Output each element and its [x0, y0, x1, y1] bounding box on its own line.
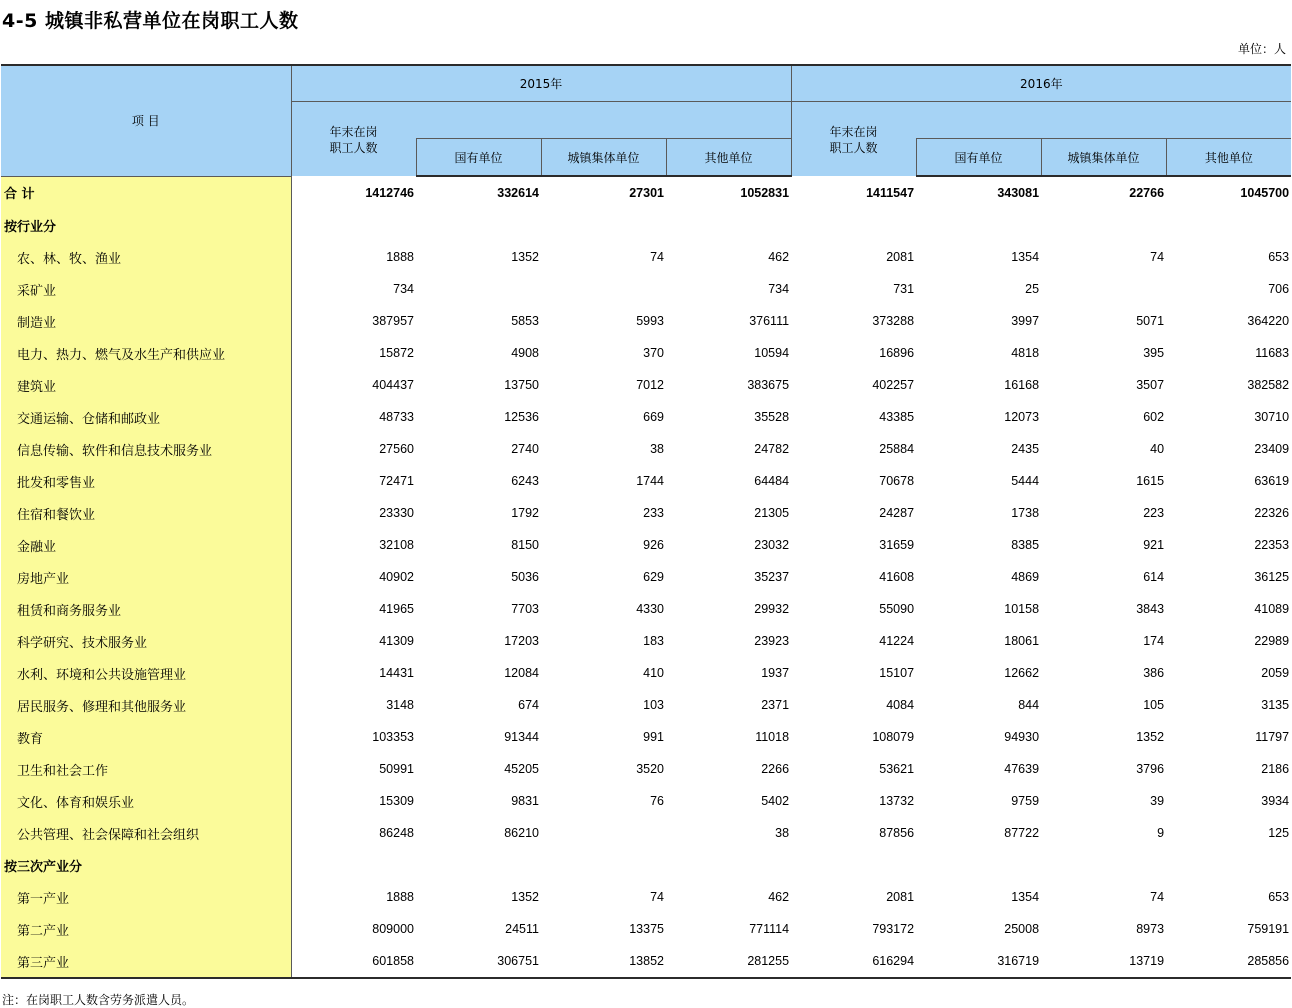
table-row: [1, 337, 1291, 369]
cell-value: 103353: [372, 730, 414, 744]
header-total-line2: 职工人数: [829, 141, 878, 155]
cell-value: 4908: [511, 346, 539, 360]
cell-value: 404437: [372, 378, 414, 392]
cell-value: [1166, 209, 1291, 241]
cell-value: 10594: [754, 346, 790, 360]
cell-value: 731: [893, 282, 915, 296]
table-row: [1, 593, 1291, 625]
cell-value: 41608: [879, 570, 915, 584]
cell-value: 64484: [754, 474, 790, 488]
cell-value: 402257: [872, 378, 915, 392]
cell-value: 759191: [1247, 922, 1290, 936]
cell-value: 30710: [1254, 410, 1290, 424]
cell-value: 45205: [504, 762, 539, 776]
row-label: 信息传输、软件和信息技术服务业: [1, 433, 291, 465]
cell-value: 22766: [1129, 186, 1165, 200]
cell-value: 76: [650, 794, 664, 808]
cell-value: [541, 817, 666, 849]
cell-value: 40902: [379, 570, 414, 584]
header-year-2016: 2016年: [791, 65, 1291, 102]
cell-value: 306751: [416, 945, 541, 978]
header-spacer-2015: [416, 102, 791, 139]
cell-value: 12536: [504, 410, 539, 424]
table-row: [1, 625, 1291, 657]
cell-value: 5036: [511, 570, 539, 584]
cell-value: 24511: [505, 922, 539, 936]
row-label: 居民服务、修理和其他服务业: [1, 689, 291, 721]
cell-value: 125: [1268, 826, 1290, 840]
cell-value: 74: [1150, 890, 1165, 904]
cell-value: 669: [643, 410, 664, 424]
cell-value: 103: [643, 698, 664, 712]
row-label: 交通运输、仓储和邮政业: [1, 401, 291, 433]
cell-value: [666, 849, 791, 881]
cell-value: 15107: [879, 666, 915, 680]
cell-value: 39: [1150, 794, 1165, 808]
cell-value: 63619: [1254, 474, 1290, 488]
cell-value: 21305: [754, 506, 790, 520]
cell-value: 23923: [754, 634, 790, 648]
cell-value: 74: [650, 890, 664, 904]
cell-value: 72471: [379, 474, 414, 488]
cell-value: 13719: [1041, 945, 1166, 978]
header-other-2015: 其他单位: [666, 139, 791, 177]
row-label: 教育: [1, 721, 291, 753]
cell-value: 4330: [636, 602, 664, 616]
cell-value: 3843: [1136, 602, 1165, 616]
cell-value: 462: [768, 250, 790, 264]
cell-value: 316719: [916, 945, 1041, 978]
cell-value: 50991: [379, 762, 414, 776]
cell-value: 1888: [386, 250, 414, 264]
cell-value: 11018: [755, 730, 790, 744]
cell-value: 5993: [636, 314, 664, 328]
table-row: [1, 561, 1291, 593]
cell-value: 462: [768, 890, 790, 904]
row-label: 合 计: [1, 176, 291, 209]
cell-value: 926: [643, 538, 664, 552]
cell-value: 3796: [1136, 762, 1165, 776]
header-total-line2: 职工人数: [329, 141, 378, 155]
table-row: [1, 849, 1291, 881]
table-row: [1, 753, 1291, 785]
cell-value: 35237: [754, 570, 790, 584]
cell-value: 5402: [761, 794, 790, 808]
cell-value: 734: [768, 282, 790, 296]
cell-value: 653: [1268, 250, 1290, 264]
cell-value: 27301: [629, 186, 664, 200]
cell-value: 5444: [1011, 474, 1040, 488]
cell-value: 1354: [1011, 890, 1040, 904]
cell-value: 9831: [511, 794, 539, 808]
cell-value: 706: [1268, 282, 1290, 296]
table-row: [1, 529, 1291, 561]
cell-value: 55090: [879, 602, 915, 616]
table-row: [1, 497, 1291, 529]
cell-value: 601858: [291, 945, 416, 978]
cell-value: 921: [1143, 538, 1165, 552]
header-item: 项 目: [1, 65, 291, 176]
cell-value: 3997: [1011, 314, 1040, 328]
header-collective-2016: 城镇集体单位: [1041, 139, 1166, 177]
cell-value: 616294: [791, 945, 916, 978]
cell-value: 1052831: [740, 186, 790, 200]
table-row: [1, 465, 1291, 497]
cell-value: 10158: [1004, 602, 1040, 616]
cell-value: 5853: [511, 314, 539, 328]
cell-value: 25008: [1004, 922, 1040, 936]
cell-value: 25884: [879, 442, 915, 456]
cell-value: 395: [1143, 346, 1165, 360]
cell-value: 13375: [629, 922, 664, 936]
cell-value: 4818: [1011, 346, 1040, 360]
cell-value: 285856: [1166, 945, 1291, 978]
cell-value: [291, 849, 416, 881]
cell-value: [541, 273, 666, 305]
cell-value: 3520: [636, 762, 664, 776]
table-row: [1, 881, 1291, 913]
cell-value: 70678: [879, 474, 915, 488]
cell-value: [416, 273, 541, 305]
data-table: [1, 64, 1291, 979]
table-row: [1, 689, 1291, 721]
cell-value: 16168: [1004, 378, 1040, 392]
cell-value: 74: [650, 250, 664, 264]
row-label: 建筑业: [1, 369, 291, 401]
cell-value: 86248: [379, 826, 414, 840]
cell-value: 23032: [754, 538, 790, 552]
cell-value: 410: [643, 666, 664, 680]
cell-value: 1744: [636, 474, 664, 488]
row-label: 第二产业: [1, 913, 291, 945]
cell-value: 1354: [1011, 250, 1040, 264]
cell-value: 24287: [879, 506, 915, 520]
cell-value: 614: [1143, 570, 1165, 584]
cell-value: 3507: [1136, 378, 1165, 392]
table-row: [1, 433, 1291, 465]
cell-value: 373288: [872, 314, 915, 328]
cell-value: 48733: [379, 410, 414, 424]
table-row: [1, 305, 1291, 337]
cell-value: 376111: [749, 314, 790, 328]
cell-value: 2435: [1011, 442, 1040, 456]
cell-value: 1615: [1136, 474, 1165, 488]
footnote: 注：在岗职工人数含劳务派遣人员。: [2, 993, 195, 1007]
cell-value: 223: [1143, 506, 1165, 520]
row-label: 卫生和社会工作: [1, 753, 291, 785]
cell-value: 174: [1143, 634, 1165, 648]
table-row: [1, 241, 1291, 273]
cell-value: 382582: [1247, 378, 1290, 392]
header-state-2015: 国有单位: [416, 139, 541, 177]
cell-value: 364220: [1247, 314, 1290, 328]
cell-value: 2081: [886, 250, 915, 264]
cell-value: 1411547: [866, 185, 915, 200]
header-total-2015: [291, 102, 416, 177]
cell-value: 15309: [379, 794, 414, 808]
cell-value: 41309: [379, 634, 414, 648]
cell-value: 1738: [1011, 506, 1040, 520]
row-label: 文化、体育和娱乐业: [1, 785, 291, 817]
cell-value: 8973: [1136, 922, 1165, 936]
cell-value: 1412746: [365, 185, 414, 200]
cell-value: [1041, 209, 1166, 241]
cell-value: 36125: [1254, 570, 1290, 584]
cell-value: 32108: [379, 538, 414, 552]
cell-value: 15872: [379, 346, 414, 360]
cell-value: 8385: [1011, 538, 1040, 552]
cell-value: 343081: [997, 186, 1040, 200]
cell-value: [1041, 849, 1166, 881]
header-other-2016: 其他单位: [1166, 139, 1291, 177]
cell-value: 1045700: [1240, 186, 1290, 200]
cell-value: 27560: [379, 442, 414, 456]
cell-value: [916, 849, 1041, 881]
table-row: [1, 273, 1291, 305]
cell-value: [541, 849, 666, 881]
cell-value: 86210: [504, 826, 539, 840]
cell-value: 281255: [666, 945, 791, 978]
cell-value: 4084: [886, 698, 915, 712]
cell-value: [666, 209, 791, 241]
row-label: 住宿和餐饮业: [1, 497, 291, 529]
cell-value: 734: [393, 282, 414, 296]
cell-value: 23330: [379, 506, 414, 520]
cell-value: 14431: [379, 666, 414, 680]
cell-value: 1888: [386, 890, 414, 904]
unit-label: 单位：人: [1237, 42, 1286, 56]
row-label: 科学研究、技术服务业: [1, 625, 291, 657]
cell-value: 41089: [1254, 602, 1290, 616]
cell-value: 24782: [754, 442, 790, 456]
cell-value: 991: [643, 730, 664, 744]
cell-value: 674: [518, 698, 539, 712]
row-label: 农、林、牧、渔业: [1, 241, 291, 273]
cell-value: 31659: [879, 538, 915, 552]
cell-value: 105: [1143, 698, 1165, 712]
cell-value: 2059: [1261, 666, 1290, 680]
cell-value: 1352: [511, 250, 539, 264]
cell-value: 91344: [504, 730, 539, 744]
cell-value: 38: [775, 826, 790, 840]
cell-value: 87722: [1004, 826, 1040, 840]
header-collective-2015: 城镇集体单位: [541, 139, 666, 177]
cell-value: 22353: [1254, 538, 1290, 552]
row-label: 按三次产业分: [1, 849, 291, 881]
table-row: [1, 913, 1291, 945]
cell-value: 41224: [879, 634, 915, 648]
table-row: [1, 401, 1291, 433]
cell-value: [416, 849, 541, 881]
cell-value: 25: [1025, 282, 1040, 296]
table-row: [1, 209, 1291, 241]
cell-value: 3135: [1261, 698, 1290, 712]
table-row: [1, 945, 1291, 978]
cell-value: 11797: [1255, 730, 1290, 744]
cell-value: 1792: [511, 506, 539, 520]
cell-value: [1041, 273, 1166, 305]
cell-value: 23409: [1254, 442, 1290, 456]
row-label: 租赁和商务服务业: [1, 593, 291, 625]
cell-value: 771114: [749, 922, 790, 936]
table-row: [1, 721, 1291, 753]
cell-value: 2740: [511, 442, 539, 456]
cell-value: [791, 209, 916, 241]
table-row: [1, 657, 1291, 689]
cell-value: 332614: [497, 186, 539, 200]
cell-value: [541, 209, 666, 241]
cell-value: 383675: [747, 378, 790, 392]
cell-value: 9759: [1011, 794, 1040, 808]
cell-value: 629: [643, 570, 664, 584]
cell-value: 41965: [379, 602, 414, 616]
header-total-line1: 年末在岗: [329, 125, 378, 139]
cell-value: 74: [1150, 250, 1165, 264]
cell-value: 13732: [879, 794, 915, 808]
cell-value: 2186: [1261, 762, 1290, 776]
row-label: 金融业: [1, 529, 291, 561]
cell-value: 13852: [541, 945, 666, 978]
table-row: [1, 369, 1291, 401]
cell-value: 1352: [511, 890, 539, 904]
cell-value: 3148: [386, 698, 414, 712]
cell-value: 9: [1157, 826, 1165, 840]
table-row: [1, 817, 1291, 849]
cell-value: 12073: [1004, 410, 1040, 424]
cell-value: 94930: [1004, 730, 1040, 744]
cell-value: 22326: [1254, 506, 1290, 520]
cell-value: 233: [643, 506, 664, 520]
cell-value: 7703: [511, 602, 539, 616]
header-total-2016: [791, 102, 916, 177]
cell-value: 1937: [761, 666, 790, 680]
cell-value: 844: [1018, 698, 1040, 712]
cell-value: 29932: [754, 602, 790, 616]
cell-value: 12662: [1004, 666, 1040, 680]
row-label: 按行业分: [1, 209, 291, 241]
cell-value: 108079: [872, 730, 915, 744]
row-label: 公共管理、社会保障和社会组织: [1, 817, 291, 849]
cell-value: 2081: [886, 890, 915, 904]
page-title: 4-5 城镇非私营单位在岗职工人数: [2, 10, 299, 32]
cell-value: [416, 209, 541, 241]
cell-value: 11683: [1255, 346, 1290, 360]
cell-value: 35528: [754, 410, 790, 424]
row-label: 水利、环境和公共设施管理业: [1, 657, 291, 689]
cell-value: 653: [1268, 890, 1290, 904]
row-label: 采矿业: [1, 273, 291, 305]
cell-value: 3934: [1261, 794, 1290, 808]
row-label: 第三产业: [1, 945, 291, 978]
cell-value: 387957: [372, 314, 414, 328]
cell-value: [291, 209, 416, 241]
cell-value: 5071: [1136, 314, 1165, 328]
cell-value: 809000: [372, 922, 414, 936]
cell-value: [1166, 849, 1291, 881]
cell-value: 17203: [504, 634, 539, 648]
cell-value: 2266: [761, 762, 790, 776]
header-total-line1: 年末在岗: [829, 125, 878, 139]
cell-value: 8150: [511, 538, 539, 552]
cell-value: 183: [643, 634, 664, 648]
row-label: 第一产业: [1, 881, 291, 913]
cell-value: 370: [643, 346, 664, 360]
cell-value: 2371: [761, 698, 790, 712]
cell-value: 7012: [636, 378, 664, 392]
cell-value: 38: [650, 442, 664, 456]
cell-value: 793172: [872, 922, 915, 936]
cell-value: 40: [1150, 442, 1165, 456]
cell-value: 4869: [1011, 570, 1040, 584]
cell-value: 87856: [879, 826, 915, 840]
row-label: 制造业: [1, 305, 291, 337]
row-label: 批发和零售业: [1, 465, 291, 497]
cell-value: 53621: [879, 762, 915, 776]
header-spacer-2016: [916, 102, 1291, 139]
header-state-2016: 国有单位: [916, 139, 1041, 177]
row-label: 房地产业: [1, 561, 291, 593]
cell-value: 12084: [504, 666, 539, 680]
total-row: [1, 176, 1291, 209]
cell-value: 43385: [879, 410, 915, 424]
cell-value: [791, 849, 916, 881]
cell-value: 13750: [504, 378, 539, 392]
row-label: 电力、热力、燃气及水生产和供应业: [1, 337, 291, 369]
cell-value: 6243: [511, 474, 539, 488]
cell-value: 18061: [1004, 634, 1040, 648]
header-year-2015: 2015年: [291, 65, 791, 102]
cell-value: 22989: [1254, 634, 1290, 648]
cell-value: 16896: [879, 346, 915, 360]
cell-value: [916, 209, 1041, 241]
cell-value: 47639: [1004, 762, 1040, 776]
cell-value: 602: [1143, 410, 1165, 424]
table-row: [1, 785, 1291, 817]
cell-value: 1352: [1136, 730, 1165, 744]
cell-value: 386: [1143, 666, 1165, 680]
